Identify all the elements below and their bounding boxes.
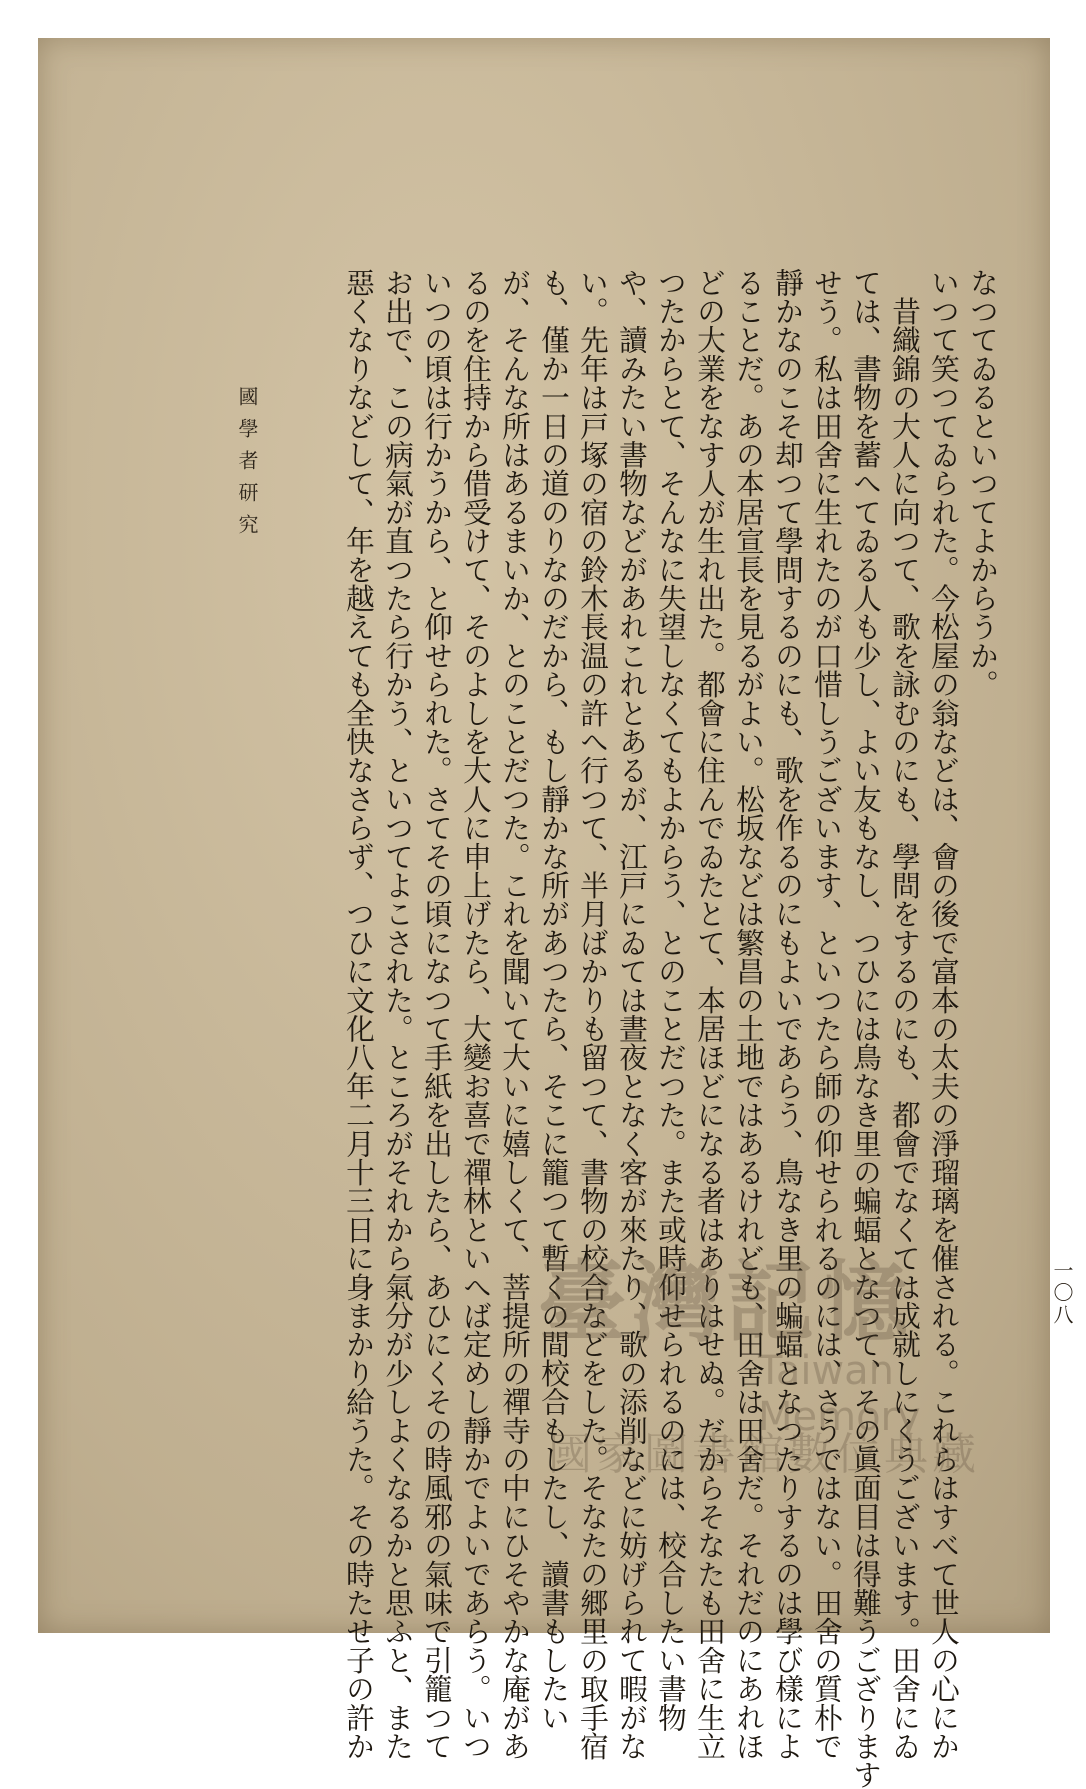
text-line: お出で、この病氣が直つたら行かう、といつてよこされた。ところがそれから氣分が少しよくなるかと思ふと、また: [381, 268, 415, 1761]
text-line: 惡くなりなどして、年を越えても全快なさらず、つひに文化八年二月十三日に身まかり給うた。その時たせ子の許か: [342, 268, 376, 1761]
text-line: 昔織錦の大人に向つて、歌を詠むのにも、學問をするのにも、都會でなくては成就しにくうございます。田舍にゐ: [888, 268, 922, 1761]
book-page: [38, 38, 1074, 1789]
watermark-logo: 臺灣記憶: [538, 1251, 915, 1354]
text-line: 靜かなのこそ却つて學問するのにも、歌を作るのにもよいであらう、鳥なき里の蝙蝠となつたりするのは學び樣によ: [771, 268, 805, 1761]
text-line: ては、書物を蓄へてゐる人も少し、よい友もなし、つひには鳥なき里の蝙蝠となつて、その眞面目は得難うござります: [849, 268, 883, 1789]
text-line: や、讀みたい書物などがあれこれとあるが、江戸にゐては晝夜となく客が來たり、歌の添削などに妨げられて暇がな: [615, 268, 649, 1761]
text-line: い。先年は戸塚の宿の鈴木長温の許へ行つて、半月ばかりも留つて、書物の校合などをした。そなたの郷里の取手宿: [576, 268, 610, 1761]
text-line: いつて笑つてゐられた。今松屋の翁などは、會の後で富本の太夫の淨瑠璃を催される。これらはすべて世人の心にか: [927, 268, 961, 1761]
page-number: 一〇八: [1050, 1260, 1074, 1326]
watermark-english: Taiwan Memory: [758, 1348, 921, 1440]
library-watermark: [538, 1233, 1038, 1503]
text-line: も、僅か一日の道のりなのだから、もし靜かな所があつたら、そこに籠つて暫くの間校合もしたし、讀書もしたい: [537, 268, 571, 1732]
text-line: どの大業をなす人が生れ出た。都會に住んでゐたとて、本居ほどになる者はありはせぬ。だからそなたも田舍に生立: [693, 268, 727, 1761]
text-line: せう。私は田舍に生れたのが口惜しうございます、といつたら師の仰せられるのには、さうではない。田舍の質朴で: [810, 268, 844, 1761]
running-header: 國學者研究: [235, 386, 259, 546]
text-line: るのを住持から借受けて、そのよしを大人に申上げたら、大變お喜で禪林といへば定めし靜かでよいであらう。いつ: [459, 268, 493, 1761]
watermark-chinese: 國家圖書館數位典藏: [548, 1429, 980, 1480]
text-line: つたからとて、そんなに失望しなくてもよからう、とのことだつた。また或時仰せられるのには、校合したい書物: [654, 268, 688, 1732]
text-line: なつてゐるといつてよからうか。: [966, 268, 1000, 699]
text-line: が、そんな所はあるまいか、とのことだつた。これを聞いて大いに嬉しくて、菩提所の禪寺の中にひそやかな庵があ: [498, 268, 532, 1761]
text-line: ることだ。あの本居宣長を見るがよい。松坂などは繁昌の土地ではあるけれども、田舍は田舍だ。それだのにあれほ: [732, 268, 766, 1761]
text-line: いつの頃は行かうから、と仰せられた。さてその頃になつて手紙を出したら、あひにくその時風邪の氣味で引籠つて: [420, 268, 454, 1761]
